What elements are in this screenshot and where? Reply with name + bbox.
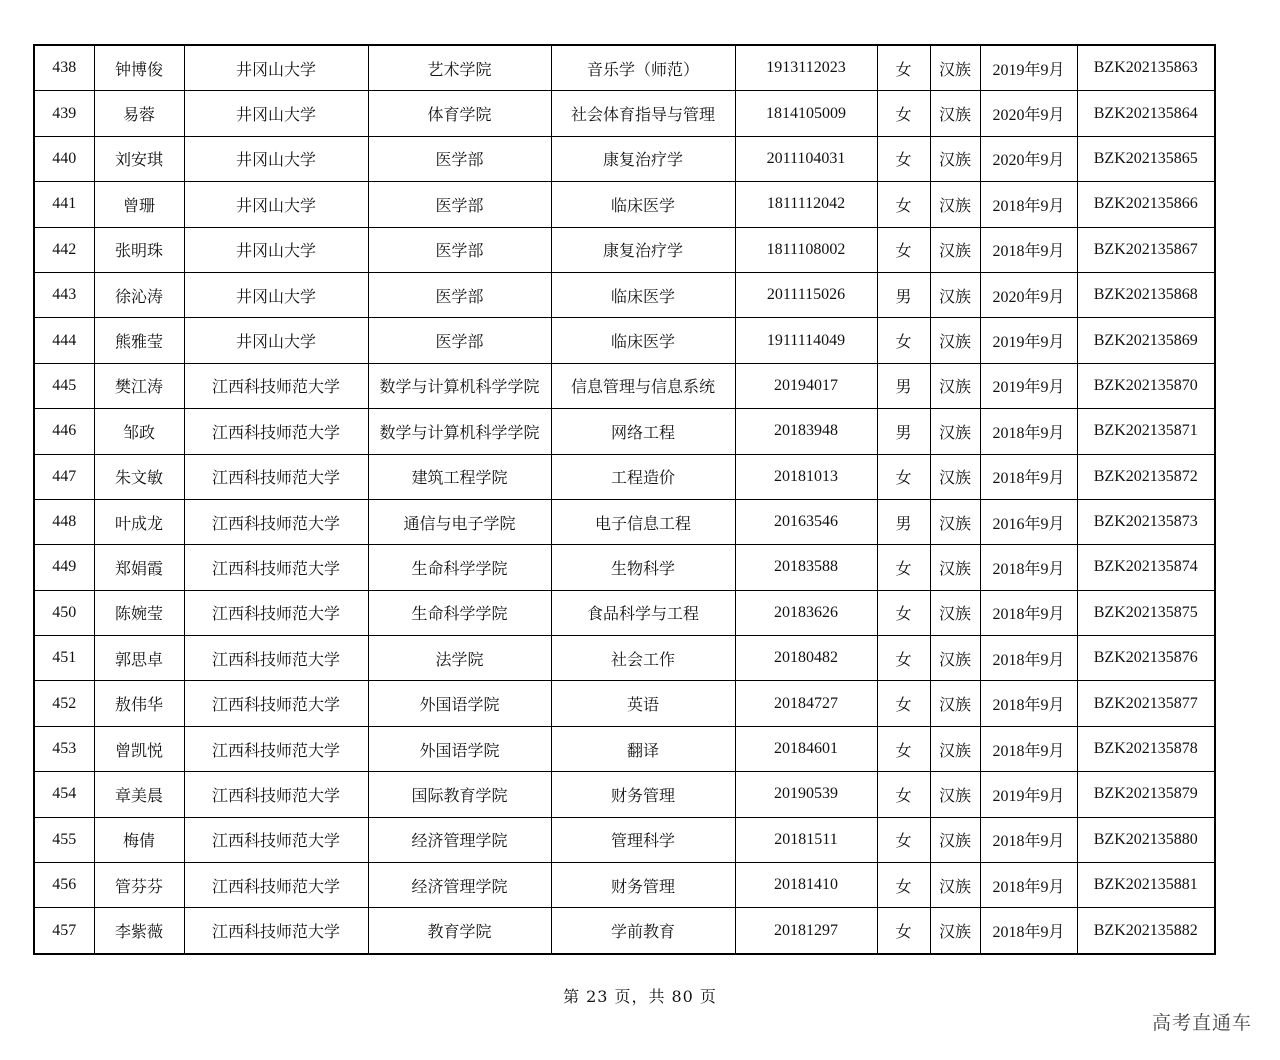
- gender-cell: 男: [877, 363, 930, 408]
- name-cell: 曾珊: [94, 182, 184, 227]
- name-cell: 邹政: [94, 409, 184, 454]
- table-row: [34, 318, 1215, 363]
- major-cell: 临床医学: [551, 182, 735, 227]
- gender-cell: 女: [877, 681, 930, 726]
- college-cell: 通信与电子学院: [368, 499, 551, 544]
- record-code-cell: BZK202135877: [1077, 681, 1215, 726]
- enrollment-date-cell: 2018年9月: [980, 681, 1077, 726]
- record-code-cell: BZK202135873: [1077, 499, 1215, 544]
- school-cell: 井冈山大学: [184, 182, 368, 227]
- ethnicity-cell: 汉族: [930, 908, 980, 954]
- table-row: [34, 590, 1215, 635]
- major-cell: 财务管理: [551, 772, 735, 817]
- table-body: [34, 45, 1215, 954]
- name-cell: 徐沁涛: [94, 272, 184, 317]
- ethnicity-cell: 汉族: [930, 817, 980, 862]
- student-id-cell: 20181511: [735, 817, 877, 862]
- row-number-cell: 443: [34, 272, 94, 317]
- major-cell: 食品科学与工程: [551, 590, 735, 635]
- row-number-cell: 445: [34, 363, 94, 408]
- school-cell: 井冈山大学: [184, 136, 368, 181]
- row-number-cell: 438: [34, 45, 94, 91]
- major-cell: 音乐学（师范）: [551, 45, 735, 91]
- school-cell: 井冈山大学: [184, 91, 368, 136]
- school-cell: 井冈山大学: [184, 227, 368, 272]
- table-row: [34, 772, 1215, 817]
- ethnicity-cell: 汉族: [930, 499, 980, 544]
- name-cell: 章美晨: [94, 772, 184, 817]
- student-id-cell: 2011115026: [735, 272, 877, 317]
- table-row: [34, 227, 1215, 272]
- student-id-cell: 1911114049: [735, 318, 877, 363]
- gender-cell: 男: [877, 272, 930, 317]
- row-number-cell: 444: [34, 318, 94, 363]
- name-cell: 刘安琪: [94, 136, 184, 181]
- college-cell: 法学院: [368, 636, 551, 681]
- enrollment-date-cell: 2018年9月: [980, 454, 1077, 499]
- enrollment-date-cell: 2018年9月: [980, 409, 1077, 454]
- enrollment-date-cell: 2020年9月: [980, 136, 1077, 181]
- college-cell: 体育学院: [368, 91, 551, 136]
- college-cell: 外国语学院: [368, 726, 551, 771]
- student-id-cell: 20180482: [735, 636, 877, 681]
- major-cell: 翻译: [551, 726, 735, 771]
- row-number-cell: 439: [34, 91, 94, 136]
- school-cell: 江西科技师范大学: [184, 409, 368, 454]
- ethnicity-cell: 汉族: [930, 227, 980, 272]
- college-cell: 医学部: [368, 227, 551, 272]
- watermark-logo-text: 高考直通车: [1151, 1012, 1252, 1034]
- ethnicity-cell: 汉族: [930, 545, 980, 590]
- student-id-cell: 1814105009: [735, 91, 877, 136]
- school-cell: 井冈山大学: [184, 318, 368, 363]
- ethnicity-cell: 汉族: [930, 45, 980, 91]
- gender-cell: 女: [877, 182, 930, 227]
- school-cell: 江西科技师范大学: [184, 499, 368, 544]
- ethnicity-cell: 汉族: [930, 636, 980, 681]
- college-cell: 国际教育学院: [368, 772, 551, 817]
- table-row: [34, 91, 1215, 136]
- enrollment-date-cell: 2018年9月: [980, 817, 1077, 862]
- college-cell: 生命科学学院: [368, 545, 551, 590]
- row-number-cell: 454: [34, 772, 94, 817]
- table-row: [34, 545, 1215, 590]
- enrollment-date-cell: 2018年9月: [980, 182, 1077, 227]
- major-cell: 临床医学: [551, 318, 735, 363]
- table-row: [34, 363, 1215, 408]
- row-number-cell: 442: [34, 227, 94, 272]
- name-cell: 樊江涛: [94, 363, 184, 408]
- name-cell: 曾凯悦: [94, 726, 184, 771]
- record-code-cell: BZK202135882: [1077, 908, 1215, 954]
- major-cell: 信息管理与信息系统: [551, 363, 735, 408]
- enrollment-date-cell: 2018年9月: [980, 726, 1077, 771]
- student-id-cell: 20183626: [735, 590, 877, 635]
- major-cell: 工程造价: [551, 454, 735, 499]
- ethnicity-cell: 汉族: [930, 590, 980, 635]
- college-cell: 建筑工程学院: [368, 454, 551, 499]
- student-id-cell: 20184727: [735, 681, 877, 726]
- major-cell: 社会工作: [551, 636, 735, 681]
- enrollment-date-cell: 2018年9月: [980, 545, 1077, 590]
- major-cell: 学前教育: [551, 908, 735, 954]
- major-cell: 康复治疗学: [551, 227, 735, 272]
- school-cell: 江西科技师范大学: [184, 863, 368, 908]
- enrollment-date-cell: 2020年9月: [980, 91, 1077, 136]
- table-row: [34, 45, 1215, 91]
- record-code-cell: BZK202135868: [1077, 272, 1215, 317]
- footer-suffix: 页: [699, 987, 717, 1006]
- row-number-cell: 455: [34, 817, 94, 862]
- ethnicity-cell: 汉族: [930, 182, 980, 227]
- name-cell: 熊雅莹: [94, 318, 184, 363]
- name-cell: 梅倩: [94, 817, 184, 862]
- student-roster-table: [33, 44, 1216, 955]
- major-cell: 财务管理: [551, 863, 735, 908]
- record-code-cell: BZK202135876: [1077, 636, 1215, 681]
- gender-cell: 女: [877, 863, 930, 908]
- enrollment-date-cell: 2019年9月: [980, 772, 1077, 817]
- footer-prefix: 第: [563, 987, 581, 1006]
- row-number-cell: 456: [34, 863, 94, 908]
- gender-cell: 女: [877, 636, 930, 681]
- record-code-cell: BZK202135879: [1077, 772, 1215, 817]
- school-cell: 江西科技师范大学: [184, 545, 368, 590]
- record-code-cell: BZK202135867: [1077, 227, 1215, 272]
- record-code-cell: BZK202135866: [1077, 182, 1215, 227]
- enrollment-date-cell: 2018年9月: [980, 863, 1077, 908]
- school-cell: 江西科技师范大学: [184, 636, 368, 681]
- record-code-cell: BZK202135874: [1077, 545, 1215, 590]
- name-cell: 朱文敏: [94, 454, 184, 499]
- college-cell: 经济管理学院: [368, 817, 551, 862]
- table-row: [34, 272, 1215, 317]
- gender-cell: 女: [877, 590, 930, 635]
- ethnicity-cell: 汉族: [930, 681, 980, 726]
- college-cell: 经济管理学院: [368, 863, 551, 908]
- row-number-cell: 451: [34, 636, 94, 681]
- gender-cell: 女: [877, 91, 930, 136]
- name-cell: 敖伟华: [94, 681, 184, 726]
- student-id-cell: 20181297: [735, 908, 877, 954]
- student-id-cell: 1913112023: [735, 45, 877, 91]
- row-number-cell: 441: [34, 182, 94, 227]
- current-page-number: 23: [586, 987, 609, 1006]
- table-row: [34, 182, 1215, 227]
- gender-cell: 女: [877, 726, 930, 771]
- row-number-cell: 448: [34, 499, 94, 544]
- total-pages-number: 80: [671, 987, 694, 1006]
- row-number-cell: 452: [34, 681, 94, 726]
- record-code-cell: BZK202135870: [1077, 363, 1215, 408]
- student-id-cell: 20194017: [735, 363, 877, 408]
- ethnicity-cell: 汉族: [930, 272, 980, 317]
- gender-cell: 女: [877, 227, 930, 272]
- ethnicity-cell: 汉族: [930, 726, 980, 771]
- gender-cell: 女: [877, 545, 930, 590]
- major-cell: 网络工程: [551, 409, 735, 454]
- row-number-cell: 449: [34, 545, 94, 590]
- college-cell: 医学部: [368, 182, 551, 227]
- row-number-cell: 440: [34, 136, 94, 181]
- enrollment-date-cell: 2020年9月: [980, 272, 1077, 317]
- student-id-cell: 1811112042: [735, 182, 877, 227]
- college-cell: 数学与计算机科学学院: [368, 409, 551, 454]
- table-row: [34, 499, 1215, 544]
- gender-cell: 女: [877, 908, 930, 954]
- record-code-cell: BZK202135875: [1077, 590, 1215, 635]
- ethnicity-cell: 汉族: [930, 363, 980, 408]
- row-number-cell: 450: [34, 590, 94, 635]
- record-code-cell: BZK202135869: [1077, 318, 1215, 363]
- student-id-cell: 20190539: [735, 772, 877, 817]
- footer-mid: 页，共: [614, 987, 666, 1006]
- table-row: [34, 454, 1215, 499]
- record-code-cell: BZK202135863: [1077, 45, 1215, 91]
- enrollment-date-cell: 2019年9月: [980, 318, 1077, 363]
- school-cell: 江西科技师范大学: [184, 817, 368, 862]
- major-cell: 社会体育指导与管理: [551, 91, 735, 136]
- name-cell: 钟博俊: [94, 45, 184, 91]
- table-row: [34, 681, 1215, 726]
- ethnicity-cell: 汉族: [930, 318, 980, 363]
- major-cell: 管理科学: [551, 817, 735, 862]
- student-id-cell: 20183588: [735, 545, 877, 590]
- ethnicity-cell: 汉族: [930, 91, 980, 136]
- name-cell: 郑娟霞: [94, 545, 184, 590]
- school-cell: 江西科技师范大学: [184, 908, 368, 954]
- enrollment-date-cell: 2018年9月: [980, 227, 1077, 272]
- ethnicity-cell: 汉族: [930, 863, 980, 908]
- gender-cell: 女: [877, 454, 930, 499]
- table-row: [34, 409, 1215, 454]
- student-id-cell: 20163546: [735, 499, 877, 544]
- college-cell: 医学部: [368, 136, 551, 181]
- enrollment-date-cell: 2018年9月: [980, 636, 1077, 681]
- name-cell: 李紫薇: [94, 908, 184, 954]
- student-id-cell: 1811108002: [735, 227, 877, 272]
- major-cell: 临床医学: [551, 272, 735, 317]
- enrollment-date-cell: 2019年9月: [980, 363, 1077, 408]
- name-cell: 张明珠: [94, 227, 184, 272]
- gender-cell: 女: [877, 817, 930, 862]
- ethnicity-cell: 汉族: [930, 772, 980, 817]
- college-cell: 数学与计算机科学学院: [368, 363, 551, 408]
- record-code-cell: BZK202135881: [1077, 863, 1215, 908]
- major-cell: 电子信息工程: [551, 499, 735, 544]
- table-row: [34, 908, 1215, 954]
- row-number-cell: 447: [34, 454, 94, 499]
- student-id-cell: 20181410: [735, 863, 877, 908]
- name-cell: 郭思卓: [94, 636, 184, 681]
- name-cell: 易蓉: [94, 91, 184, 136]
- school-cell: 江西科技师范大学: [184, 363, 368, 408]
- major-cell: 康复治疗学: [551, 136, 735, 181]
- page-footer: [0, 984, 1280, 1007]
- college-cell: 教育学院: [368, 908, 551, 954]
- gender-cell: 女: [877, 772, 930, 817]
- school-cell: 井冈山大学: [184, 272, 368, 317]
- name-cell: 管芬芬: [94, 863, 184, 908]
- record-code-cell: BZK202135872: [1077, 454, 1215, 499]
- student-id-cell: 20183948: [735, 409, 877, 454]
- gender-cell: 女: [877, 318, 930, 363]
- student-id-cell: 2011104031: [735, 136, 877, 181]
- college-cell: 生命科学学院: [368, 590, 551, 635]
- ethnicity-cell: 汉族: [930, 454, 980, 499]
- school-cell: 井冈山大学: [184, 45, 368, 91]
- enrollment-date-cell: 2018年9月: [980, 590, 1077, 635]
- gender-cell: 男: [877, 499, 930, 544]
- row-number-cell: 453: [34, 726, 94, 771]
- record-code-cell: BZK202135878: [1077, 726, 1215, 771]
- record-code-cell: BZK202135880: [1077, 817, 1215, 862]
- enrollment-date-cell: 2016年9月: [980, 499, 1077, 544]
- table-row: [34, 636, 1215, 681]
- major-cell: 英语: [551, 681, 735, 726]
- school-cell: 江西科技师范大学: [184, 454, 368, 499]
- school-cell: 江西科技师范大学: [184, 590, 368, 635]
- student-id-cell: 20181013: [735, 454, 877, 499]
- row-number-cell: 457: [34, 908, 94, 954]
- name-cell: 叶成龙: [94, 499, 184, 544]
- enrollment-date-cell: 2018年9月: [980, 908, 1077, 954]
- college-cell: 艺术学院: [368, 45, 551, 91]
- major-cell: 生物科学: [551, 545, 735, 590]
- gender-cell: 女: [877, 136, 930, 181]
- table-row: [34, 136, 1215, 181]
- gender-cell: 女: [877, 45, 930, 91]
- college-cell: 医学部: [368, 272, 551, 317]
- school-cell: 江西科技师范大学: [184, 726, 368, 771]
- college-cell: 医学部: [368, 318, 551, 363]
- name-cell: 陈婉莹: [94, 590, 184, 635]
- student-id-cell: 20184601: [735, 726, 877, 771]
- school-cell: 江西科技师范大学: [184, 681, 368, 726]
- college-cell: 外国语学院: [368, 681, 551, 726]
- gender-cell: 男: [877, 409, 930, 454]
- table-row: [34, 863, 1215, 908]
- ethnicity-cell: 汉族: [930, 409, 980, 454]
- record-code-cell: BZK202135865: [1077, 136, 1215, 181]
- record-code-cell: BZK202135871: [1077, 409, 1215, 454]
- enrollment-date-cell: 2019年9月: [980, 45, 1077, 91]
- table-row: [34, 817, 1215, 862]
- table-row: [34, 726, 1215, 771]
- ethnicity-cell: 汉族: [930, 136, 980, 181]
- record-code-cell: BZK202135864: [1077, 91, 1215, 136]
- school-cell: 江西科技师范大学: [184, 772, 368, 817]
- row-number-cell: 446: [34, 409, 94, 454]
